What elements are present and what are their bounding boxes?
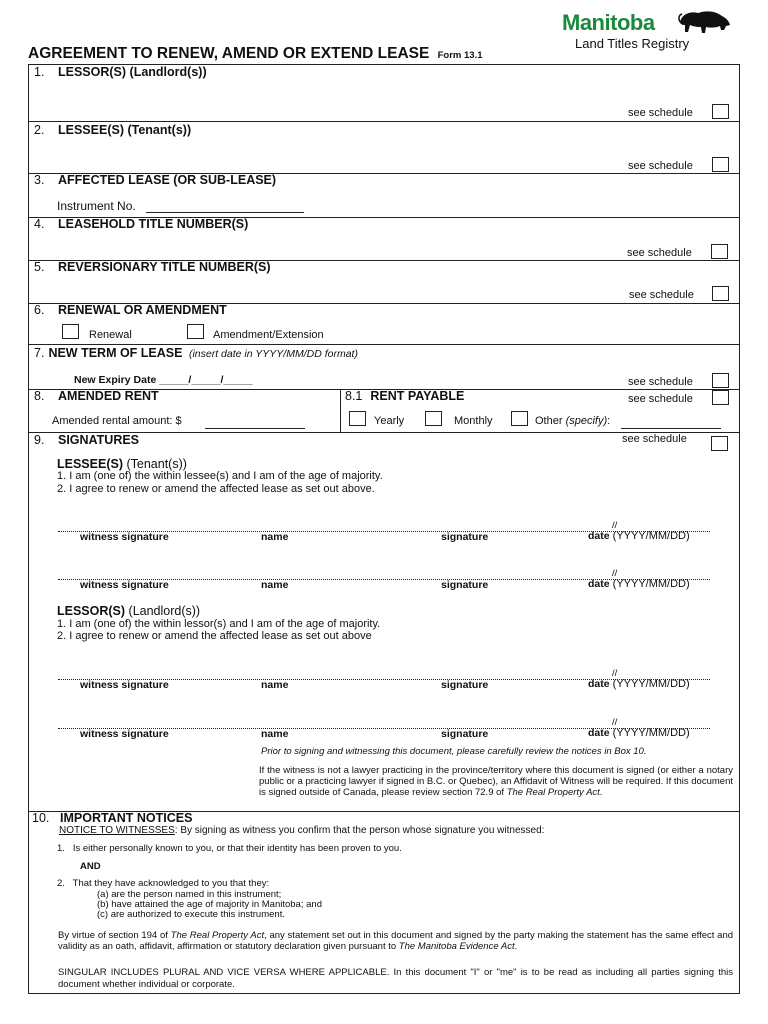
other-specify-field[interactable] bbox=[621, 428, 721, 429]
new-expiry-date-field[interactable]: New Expiry Date _____/_____/_____ bbox=[74, 374, 253, 386]
date-separator: // bbox=[612, 568, 618, 579]
section-10-title: 10. IMPORTANT NOTICES bbox=[32, 811, 193, 825]
witness-affidavit-note: If the witness is not a lawyer practicing in the province/territory where this document is signed (or either a notary public or a practicing lawyer if signed in B.C. or Quebec), an Affidavit of Witness will be required. If this document is signed outside of Canada, please review section 72.9 of The Real Property Act. bbox=[259, 765, 733, 798]
section-7-title: 7. NEW TERM OF LEASE (insert date in YYYY/MM/DD format) bbox=[34, 346, 358, 360]
date-separator: // bbox=[612, 717, 618, 728]
lessee-item-2: 2. I agree to renew or amend the affected lease as set out above. bbox=[57, 483, 375, 495]
amendment-checkbox[interactable] bbox=[187, 324, 204, 339]
amended-rental-field[interactable] bbox=[205, 428, 305, 429]
see-schedule-label-9: see schedule bbox=[622, 433, 687, 445]
section-3-title: 3. AFFECTED LEASE (OR SUB-LEASE) bbox=[34, 173, 277, 187]
lessee-heading: LESSEE(S) (Tenant(s)) bbox=[57, 457, 187, 471]
see-schedule-checkbox-4[interactable] bbox=[711, 244, 728, 259]
other-label: Other (specify): bbox=[535, 415, 611, 427]
amendment-label: Amendment/Extension bbox=[213, 329, 324, 341]
see-schedule-checkbox-2[interactable] bbox=[712, 157, 729, 172]
yearly-label: Yearly bbox=[374, 415, 405, 427]
instrument-no-label: Instrument No. bbox=[57, 199, 136, 213]
date-label: date (YYYY/MM/DD) bbox=[588, 530, 690, 542]
divider-1-2 bbox=[28, 121, 740, 122]
section-5-title: 5. REVERSIONARY TITLE NUMBER(S) bbox=[34, 260, 271, 274]
date-separator: // bbox=[612, 520, 618, 531]
section-4-title: 4. LEASEHOLD TITLE NUMBER(S) bbox=[34, 217, 249, 231]
witness-signature-label: witness signature bbox=[80, 679, 169, 691]
page-title bbox=[28, 45, 483, 63]
monthly-checkbox[interactable] bbox=[425, 411, 442, 426]
date-label: date (YYYY/MM/DD) bbox=[588, 578, 690, 590]
notice-sub-a: (a) are the person named in this instrument; bbox=[97, 889, 282, 900]
lessor-item-1: 1. I am (one of) the within lessor(s) and I am of the age of majority. bbox=[57, 618, 381, 630]
lessor-heading: LESSOR(S) (Landlord(s)) bbox=[57, 604, 201, 618]
see-schedule-checkbox-5[interactable] bbox=[712, 286, 729, 301]
witness-signature-label: witness signature bbox=[80, 531, 169, 543]
date-separator: // bbox=[612, 668, 618, 679]
name-label: name bbox=[261, 579, 289, 591]
lessor-item-2: 2. I agree to renew or amend the affected lease as set out above bbox=[57, 630, 372, 642]
section-2-title: 2. LESSEE(S) (Tenant(s)) bbox=[34, 123, 192, 137]
name-label: name bbox=[261, 531, 289, 543]
form-title: AGREEMENT TO RENEW, AMEND OR EXTEND LEASE bbox=[28, 45, 430, 62]
renewal-label: Renewal bbox=[89, 329, 132, 341]
brand-name: Manitoba bbox=[562, 10, 655, 35]
notice-to-witnesses: NOTICE TO WITNESSES: By signing as witness you confirm that the person whose signature you witnessed: bbox=[59, 825, 545, 836]
see-schedule-label-81: see schedule bbox=[628, 393, 693, 405]
lessee-item-1: 1. I am (one of) the within lessee(s) and I am of the age of majority. bbox=[57, 470, 383, 482]
see-schedule-label-7: see schedule bbox=[628, 376, 693, 388]
section-6-title: 6. RENEWAL OR AMENDMENT bbox=[34, 303, 227, 317]
yearly-checkbox[interactable] bbox=[349, 411, 366, 426]
amended-rental-label: Amended rental amount: $ bbox=[52, 415, 182, 427]
form-number: Form 13.1 bbox=[437, 50, 483, 61]
section-9-title: 9. SIGNATURES bbox=[34, 433, 140, 447]
notice-item-1: 1. Is either personally known to you, or that their identity has been proven to you. bbox=[57, 843, 402, 854]
divider-6-7 bbox=[28, 344, 740, 345]
instrument-no-field[interactable] bbox=[146, 212, 304, 213]
section-1-title: 1. LESSOR(S) (Landlord(s)) bbox=[34, 65, 207, 79]
see-schedule-label-1: see schedule bbox=[628, 107, 693, 119]
notice-sub-c: (c) are authorized to execute this instrument. bbox=[97, 909, 285, 920]
statutory-declaration-note: By virtue of section 194 of The Real Property Act, any statement set out in this document and signed by the party making the statement has the same effect and validity as an oath, affidavit, affirmation or statutory declaration given pursuant to The Manitoba Evidence Act. bbox=[58, 930, 734, 952]
divider-8-81 bbox=[340, 389, 341, 432]
name-label: name bbox=[261, 728, 289, 740]
see-schedule-checkbox-9[interactable] bbox=[711, 436, 728, 451]
date-label: date (YYYY/MM/DD) bbox=[588, 727, 690, 739]
section-8-title: 8. AMENDED RENT bbox=[34, 389, 159, 403]
see-schedule-checkbox-1[interactable] bbox=[712, 104, 729, 119]
other-checkbox[interactable] bbox=[511, 411, 528, 426]
notice-and: AND bbox=[80, 861, 101, 872]
date-format-hint: (insert date in YYYY/MM/DD format) bbox=[188, 348, 358, 360]
registry-name: Land Titles Registry bbox=[575, 36, 690, 51]
notice-sub-b: (b) have attained the age of majority in Manitoba; and bbox=[97, 899, 322, 910]
date-label: date (YYYY/MM/DD) bbox=[588, 678, 690, 690]
see-schedule-label-2: see schedule bbox=[628, 160, 693, 172]
notice-item-2: 2. That they have acknowledged to you that they: bbox=[57, 878, 270, 889]
monthly-label: Monthly bbox=[454, 415, 493, 427]
singular-plural-note: SINGULAR INCLUDES PLURAL AND VICE VERSA WHERE APPLICABLE. In this document "I" or "me" is to be read as including all parties signing this document whether individual or corporate. bbox=[58, 967, 733, 990]
signature-label: signature bbox=[441, 579, 489, 591]
name-label: name bbox=[261, 679, 289, 691]
witness-signature-label: witness signature bbox=[80, 728, 169, 740]
signature-label: signature bbox=[441, 728, 489, 740]
bison-icon bbox=[676, 8, 732, 38]
witness-signature-label: witness signature bbox=[80, 579, 169, 591]
section-81-title: 8.1 RENT PAYABLE bbox=[345, 389, 465, 403]
see-schedule-checkbox-7[interactable] bbox=[712, 373, 729, 388]
signature-label: signature bbox=[441, 531, 489, 543]
prior-signing-note: Prior to signing and witnessing this document, please carefully review the notices in Box 10. bbox=[261, 746, 647, 757]
signature-label: signature bbox=[441, 679, 489, 691]
see-schedule-label-4: see schedule bbox=[627, 247, 692, 259]
see-schedule-label-5: see schedule bbox=[629, 289, 694, 301]
see-schedule-checkbox-81[interactable] bbox=[712, 390, 729, 405]
renewal-checkbox[interactable] bbox=[62, 324, 79, 339]
